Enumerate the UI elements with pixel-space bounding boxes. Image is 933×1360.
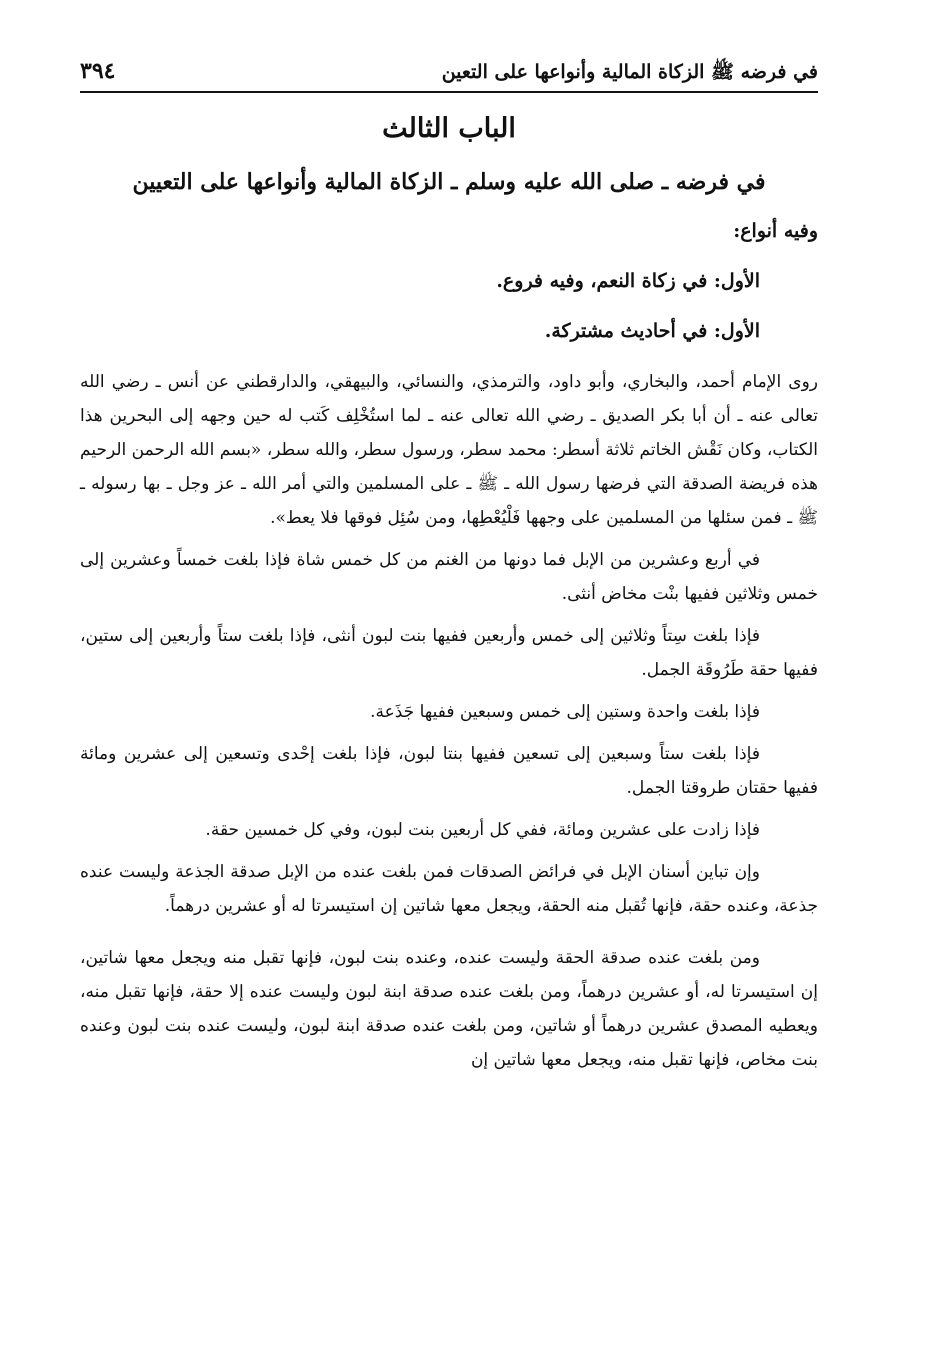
- running-head: [80, 52, 818, 90]
- paragraph: فإذا بلغت ستاً وسبعين إلى تسعين ففيها بنتا لبون، فإذا بلغت إحْدى وتسعين إلى عشرين ومائة ففيها حقتان طروقتا الجمل.: [80, 744, 818, 798]
- paragraph: فإذا بلغت سِتاً وثلاثين إلى خمس وأربعين ففيها بنت لبون أنثى، فإذا بلغت ستاً وأربعين إلى ستين، ففيها حقة طَرُوقَة الجمل.: [80, 626, 818, 680]
- paragraph: ومن بلغت عنده صدقة الحقة وليست عنده، وعنده بنت لبون، فإنها تقبل منه ويجعل معها شاتين، إن استيسرتا له، أو عشرين درهماً، ومن بلغت عنده صدقة ابنة لبون وليست عنده إلا حقة، فإنها تقبل منه، ويعطيه المصدق عشرين درهماً أو شاتين، ومن بلغت عنده صدقة ابنة لبون، وليست عنده بنت لبون وعنده بنت مخاص، فإنها تقبل منه، ويجعل معها شاتين إن: [80, 948, 818, 1070]
- paragraph-hadith: روى الإمام أحمد، والبخاري، وأبو داود، والترمذي، والنسائي، والبيهقي، والدارقطني عن أنس ـ رضي الله تعالى عنه ـ أن أبا بكر الصديق ـ رضي الله تعالى عنه ـ لما استُخْلِف كَتب له حين وجهه إلى البحرين هذا الكتاب، وكان نَقْش الخاتم ثلاثة أسطر: محمد سطر، ورسول سطر، والله سطر، «بسم الله الرحمن الرحيم هذه فريضة الصدقة التي فرضها رسول الله ـ ﷺ ـ على المسلمين والتي أمر الله ـ عز وجل ـ بها رسوله ـ ﷺ ـ فمن سئلها من المسلمين على وجهها فَلْيُعْطِها، ومن سُئِل فوقها فلا يعط».: [80, 372, 818, 528]
- paragraph: فإذا بلغت واحدة وستين إلى خمس وسبعين ففيها جَذَعة.: [370, 702, 760, 722]
- paragraph: وإن تباين أسنان الإبل في فرائض الصدقات فمن بلغت عنده من الإبل صدقة الجذعة وليست عنده جذعة، وعنده حقة، فإنها تُقبل منه الحقة، ويجعل معها شاتين إن استيسرتا له أو عشرين درهماً.: [80, 862, 818, 916]
- chapter-title: الباب الثالث: [382, 113, 516, 144]
- intro-line: وفيه أنواع:: [733, 220, 818, 242]
- page-number: ٣٩٤: [80, 58, 116, 84]
- chapter-subtitle: في فرضه ـ صلى الله عليه وسلم ـ الزكاة المالية وأنواعها على التعيين: [132, 169, 766, 195]
- section-heading-first: الأول: في زكاة النعم، وفيه فروع.: [496, 270, 760, 292]
- paragraph: في أربع وعشرين من الإبل فما دونها من الغنم من كل خمس شاة فإذا بلغت خمساً وعشرين إلى خمس وثلاثين ففيها بنْت مخاض أنثى.: [80, 550, 818, 604]
- paragraph: فإذا زادت على عشرين ومائة، ففي كل أربعين بنت لبون، وفي كل خمسين حقة.: [205, 820, 760, 840]
- section-heading-second: الأول: في أحاديث مشتركة.: [544, 320, 760, 342]
- page-body: [80, 105, 818, 1085]
- header-rule: [80, 91, 818, 93]
- running-title: في فرضه ﷺ الزكاة المالية وأنواعها على التعين: [441, 61, 818, 83]
